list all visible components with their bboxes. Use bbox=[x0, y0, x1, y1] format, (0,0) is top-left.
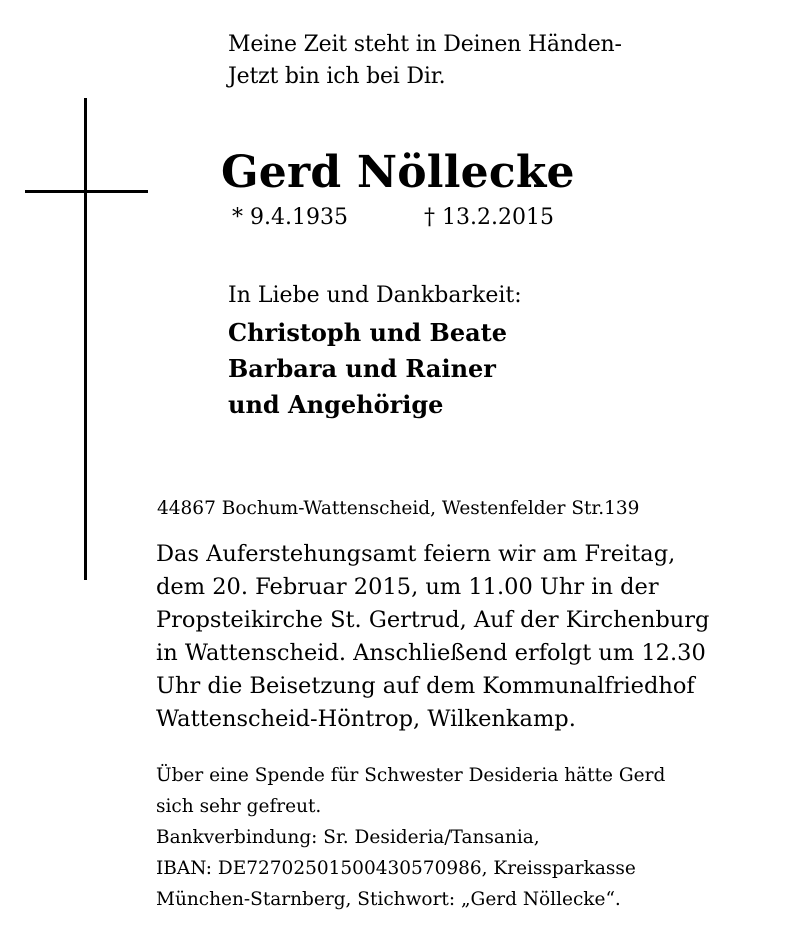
motto-line: Meine Zeit steht in Deinen Händen- bbox=[228, 32, 622, 57]
mourner-name: Barbara und Rainer bbox=[228, 354, 496, 383]
family-address: 44867 Bochum-Wattenscheid, Westenfelder Str.139 bbox=[157, 498, 640, 519]
donation-line: IBAN: DE72702501500430570986, Kreissparkasse bbox=[156, 858, 636, 879]
mourners-list bbox=[228, 315, 507, 423]
donation-line: Bankverbindung: Sr. Desideria/Tansania, bbox=[156, 827, 540, 848]
service-line: Das Auferstehungsamt feiern wir am Freitag, bbox=[156, 541, 676, 567]
deceased-name: Gerd Nöllecke bbox=[221, 147, 575, 198]
cross-icon-horizontal-bar bbox=[25, 190, 148, 193]
service-line: Wattenscheid-Höntrop, Wilkenkamp. bbox=[156, 706, 576, 732]
motto-line: Jetzt bin ich bei Dir. bbox=[228, 64, 446, 89]
motto-verse bbox=[228, 29, 622, 93]
service-line: Uhr die Beisetzung auf dem Kommunalfriedhof bbox=[156, 673, 695, 699]
service-line: in Wattenscheid. Anschließend erfolgt um 12.30 bbox=[156, 640, 706, 666]
donation-note bbox=[156, 760, 665, 915]
birth-date: * 9.4.1935 bbox=[232, 205, 348, 230]
donation-line: sich sehr gefreut. bbox=[156, 796, 322, 817]
mourner-name: Christoph und Beate bbox=[228, 318, 507, 347]
service-line: dem 20. Februar 2015, um 11.00 Uhr in der bbox=[156, 574, 659, 600]
service-announcement bbox=[156, 538, 709, 736]
service-line: Propsteikirche St. Gertrud, Auf der Kirchenburg bbox=[156, 607, 710, 633]
cross-icon-vertical-bar bbox=[84, 98, 87, 580]
death-date: † 13.2.2015 bbox=[424, 205, 554, 230]
donation-line: München-Starnberg, Stichwort: „Gerd Nöllecke“. bbox=[156, 889, 621, 910]
donation-line: Über eine Spende für Schwester Desideria hätte Gerd bbox=[156, 765, 666, 786]
mourners-intro: In Liebe und Dankbarkeit: bbox=[228, 283, 522, 308]
mourner-name: und Angehörige bbox=[228, 390, 444, 419]
